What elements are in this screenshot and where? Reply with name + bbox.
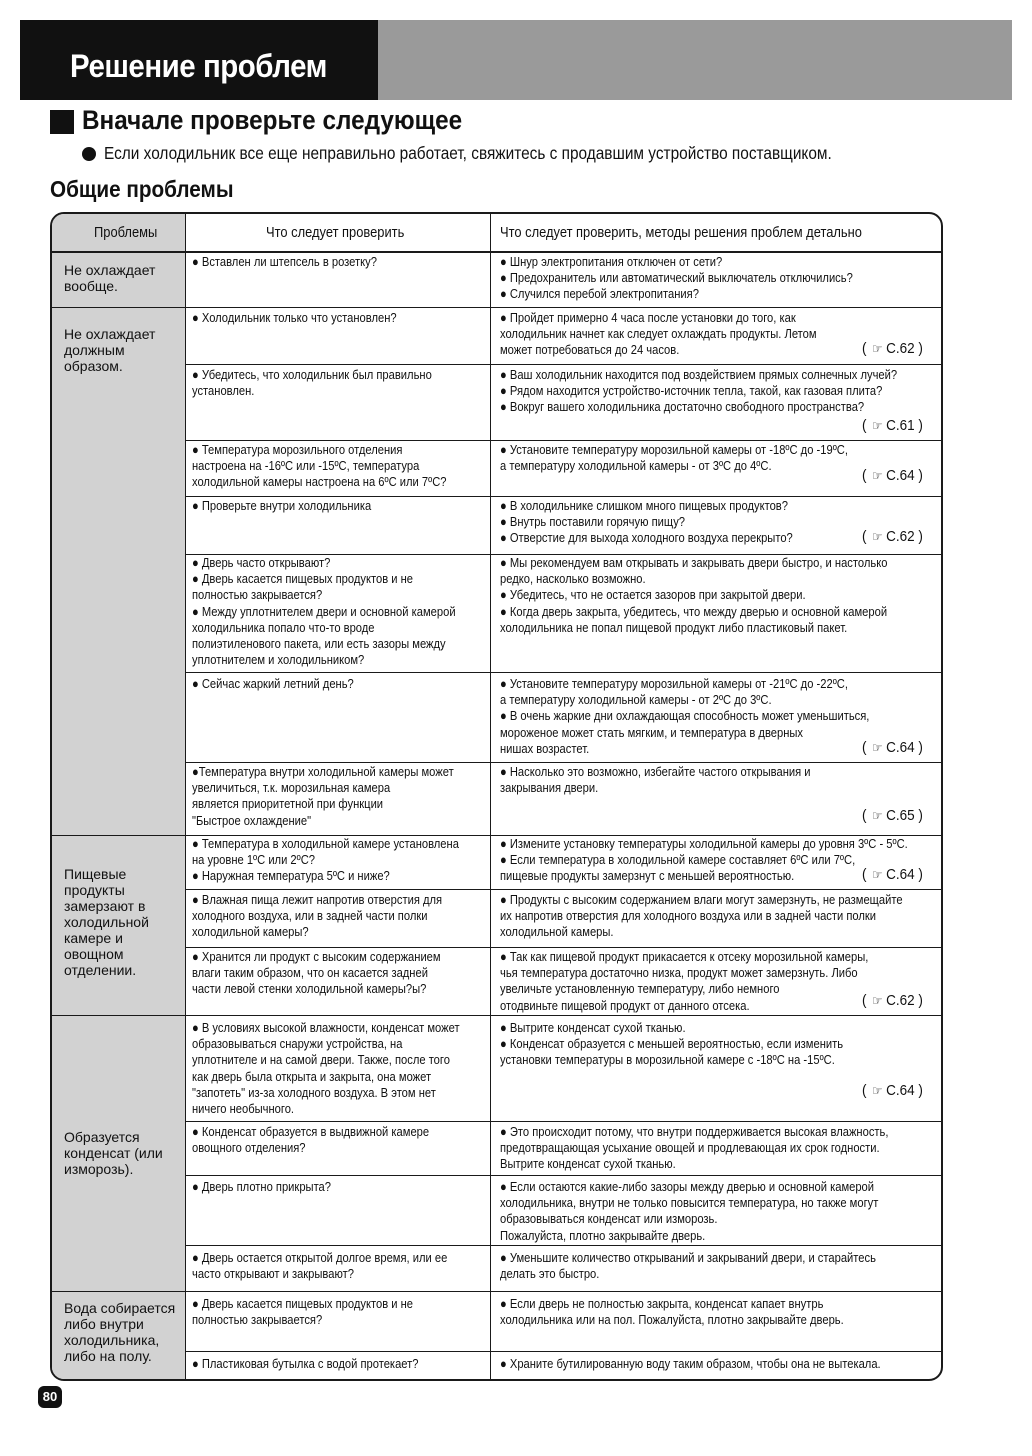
intro-text: Если холодильник все еще неправильно работает, свяжитесь с продавшим устройство поставщиком.: [104, 143, 832, 163]
row-divider: [185, 364, 943, 365]
solution-cell: ● Установите температуру морозильной камеры от -21ºС до -22ºС, а температуру холодильной камеры - от 2ºС до 3ºС. ● В очень жаркие дни охлаждающая способность может уменьшиться, мороженое может стать мягким, и температура в дверных нишах возрастет.: [500, 676, 870, 756]
pointing-hand-icon: ☞: [872, 468, 883, 483]
problem-label: Образуется конденсат (или изморозь).: [64, 1129, 163, 1177]
row-divider: [185, 440, 943, 441]
problem-label: Вода собирается либо внутри холодильника, либо на полу.: [64, 1300, 176, 1364]
solution-cell: ● Шнур электропитания отключен от сети? ● Предохранитель или автоматический выключатель отключились? ● Случился перебой электропитания?: [500, 254, 853, 302]
solution-cell: ● В холодильнике слишком много пищевых продуктов? ● Внутрь поставили горячую пищу? ● Отверстие для выхода холодного воздуха перекрыто?: [500, 498, 793, 546]
page-reference: ( ☞ С.62 ): [862, 992, 923, 1009]
row-divider: [185, 1245, 943, 1246]
row-divider: [185, 762, 943, 763]
solution-cell: ● Ваш холодильник находится под воздействием прямых солнечных лучей? ● Рядом находится устройство-источник тепла, такой, как газовая плита? ● Вокруг вашего холодильника достаточно свободного пространства?: [500, 367, 898, 415]
row-divider: [185, 1175, 943, 1176]
check-cell: ● Пластиковая бутылка с водой протекает?: [192, 1356, 419, 1371]
check-cell: ● В условиях высокой влажности, конденсат может образовываться снаружи устройства, на уплотнителе и на самой двери. Также, после того как дверь была открыта и закрыта, она может "запотеть" из-за холодного воздуха. В этом нет ничего необычного.: [192, 1020, 460, 1117]
pointing-hand-icon: ☞: [872, 1083, 883, 1098]
check-cell: ● Дверь часто открывают? ● Дверь касается пищевых продуктов и не полностью закрывается? ● Между уплотнителем двери и основной камерой холодильника попало что-то вроде полиэтиленового пакета, или есть зазоры между уплотнителем и холодильником?: [192, 555, 456, 668]
check-cell: ● Убедитесь, что холодильник был правильно установлен.: [192, 367, 432, 399]
check-cell: ● Дверь касается пищевых продуктов и не полностью закрывается?: [192, 1296, 414, 1328]
page-reference: ( ☞ С.64 ): [862, 739, 923, 756]
solution-cell: ● Пройдет примерно 4 часа после установки до того, как холодильник начнет как следует охлаждать продукты. Летом может потребоваться до 24 часов.: [500, 310, 817, 358]
solution-cell: ● Насколько это возможно, избегайте частого открывания и закрывания двери.: [500, 764, 811, 796]
section-title: Вначале проверьте следующее: [82, 105, 463, 135]
pointing-hand-icon: ☞: [872, 418, 883, 433]
troubleshooting-table: [50, 212, 943, 1381]
solution-cell: ● Мы рекомендуем вам открывать и закрывать двери быстро, и настолько редко, насколько возможно. ● Убедитесь, что не остается зазоров при закрытой двери. ● Когда дверь закрыта, убедитесь, что между дверью и основной камерой холодильника не попал пищевой продукт либо пластиковый пакет.: [500, 555, 888, 635]
row-divider: [185, 889, 943, 890]
page-title: Решение проблем: [70, 48, 327, 84]
page-reference: ( ☞ С.64 ): [862, 467, 923, 484]
group-divider: [52, 1015, 941, 1016]
row-divider: [185, 947, 943, 948]
check-cell: ● Влажная пища лежит напротив отверстия для холодного воздуха, или в задней части полки холодильной камеры?: [192, 892, 443, 940]
group-divider: [52, 1291, 941, 1292]
bullet-icon: [82, 147, 96, 161]
solution-cell: ● Измените установку температуры холодильной камеры до уровня 3ºС - 5ºС. ● Если температура в холодильной камере составляет 6ºС или 7ºС, пищевые продукты замерзнут с меньшей вероятностью.: [500, 836, 908, 884]
check-cell: ● Проверьте внутри холодильника: [192, 498, 372, 513]
solution-cell: ● Это происходит потому, что внутри поддерживается высокая влажность, предотвращающая усыхание овощей и продлевающая их срок годности. Вытрите конденсат сухой тканью.: [500, 1124, 889, 1172]
row-divider: [185, 496, 943, 497]
solution-cell: ● Если дверь не полностью закрыта, конденсат капает внутрь холодильника или на пол. Пожалуйста, плотно закрывайте дверь.: [500, 1296, 844, 1328]
solution-cell: ● Уменьшите количество открываний и закрываний двери, и старайтесь делать это быстро.: [500, 1250, 876, 1282]
pointing-hand-icon: ☞: [872, 867, 883, 882]
problem-label: Не охлаждает вообще.: [64, 262, 156, 294]
page-reference: ( ☞ С.61 ): [862, 417, 923, 434]
solution-cell: ● Если остаются какие-либо зазоры между дверью и основной камерой холодильника, внутри не только повысится температура, но также могут образовываться конденсат или изморозь. Пожалуйста, плотно закрывайте дверь.: [500, 1179, 879, 1243]
check-cell: ● Сейчас жаркий летний день?: [192, 676, 354, 691]
check-cell: ●Температура внутри холодильной камеры может увеличиться, т.к. морозильная камера является приоритетной при функции "Быстрое охлаждение": [192, 764, 454, 828]
problem-label: Не охлаждает должным образом.: [64, 326, 156, 374]
page-reference: ( ☞ С.65 ): [862, 807, 923, 824]
check-cell: ● Температура в холодильной камере установлена на уровне 1ºС или 2ºС? ● Наружная температура 5ºС и ниже?: [192, 836, 459, 884]
pointing-hand-icon: ☞: [872, 993, 883, 1008]
page-reference: ( ☞ С.64 ): [862, 866, 923, 883]
page-number: 80: [38, 1386, 62, 1408]
solution-cell: ● Установите температуру морозильной камеры от -18ºС до -19ºС, а температуру холодильной камеры - от 3ºС до 4ºС.: [500, 442, 848, 474]
check-cell: ● Конденсат образуется в выдвижной камере овощного отделения?: [192, 1124, 430, 1156]
pointing-hand-icon: ☞: [872, 808, 883, 823]
problem-label: Пищевые продукты замерзают в холодильной камере и овощном отделении.: [64, 866, 149, 978]
check-cell: ● Вставлен ли штепсель в розетку?: [192, 254, 377, 269]
check-cell: ● Дверь остается открытой долгое время, или ее часто открывают и закрывают?: [192, 1250, 448, 1282]
check-cell: ● Холодильник только что установлен?: [192, 310, 397, 325]
pointing-hand-icon: ☞: [872, 341, 883, 356]
page-reference: ( ☞ С.62 ): [862, 528, 923, 545]
header-details: Что следует проверить, методы решения проблем детально: [500, 224, 862, 241]
row-divider: [185, 1121, 943, 1122]
pointing-hand-icon: ☞: [872, 740, 883, 755]
solution-cell: ● Вытрите конденсат сухой тканью. ● Конденсат образуется с меньшей вероятностью, если изменить установки температуры в морозильной камере с -18ºС на -15ºС.: [500, 1020, 844, 1068]
row-divider: [185, 1351, 943, 1352]
page-reference: ( ☞ С.62 ): [862, 340, 923, 357]
check-cell: ● Температура морозильного отделения настроена на -16ºС или -15ºС, температура холодильной камеры настроена на 6ºС или 7ºС?: [192, 442, 447, 490]
square-bullet-icon: [50, 110, 74, 134]
row-divider: [185, 672, 943, 673]
solution-cell: ● Храните бутилированную воду таким образом, чтобы она не вытекала.: [500, 1356, 881, 1371]
solution-cell: ● Так как пищевой продукт прикасается к отсеку морозильной камеры, чья температура достаточно низка, продукт может замерзнуть. Либо увеличьте установленную температуру, либо немного отодвиньте пищевой продукт от данного отсека.: [500, 949, 869, 1013]
check-cell: ● Дверь плотно прикрыта?: [192, 1179, 331, 1194]
check-cell: ● Хранится ли продукт с высоким содержанием влаги таким образом, что он касается задней части левой стенки холодильной камеры?ы?: [192, 949, 441, 997]
problems-column-background: [52, 214, 185, 1379]
pointing-hand-icon: ☞: [872, 529, 883, 544]
solution-cell: ● Продукты с высоким содержанием влаги могут замерзнуть, не размещайте их напротив отверстия для холодного воздуха или в задней части полки холодильной камеры.: [500, 892, 903, 940]
subsection-title: Общие проблемы: [50, 176, 234, 202]
page-reference: ( ☞ С.64 ): [862, 1082, 923, 1099]
header-problems: Проблемы: [94, 224, 158, 241]
column-divider: [185, 214, 186, 1379]
header-bar-gray: [378, 20, 1012, 100]
group-divider: [52, 307, 941, 308]
header-check: Что следует проверить: [266, 224, 405, 241]
